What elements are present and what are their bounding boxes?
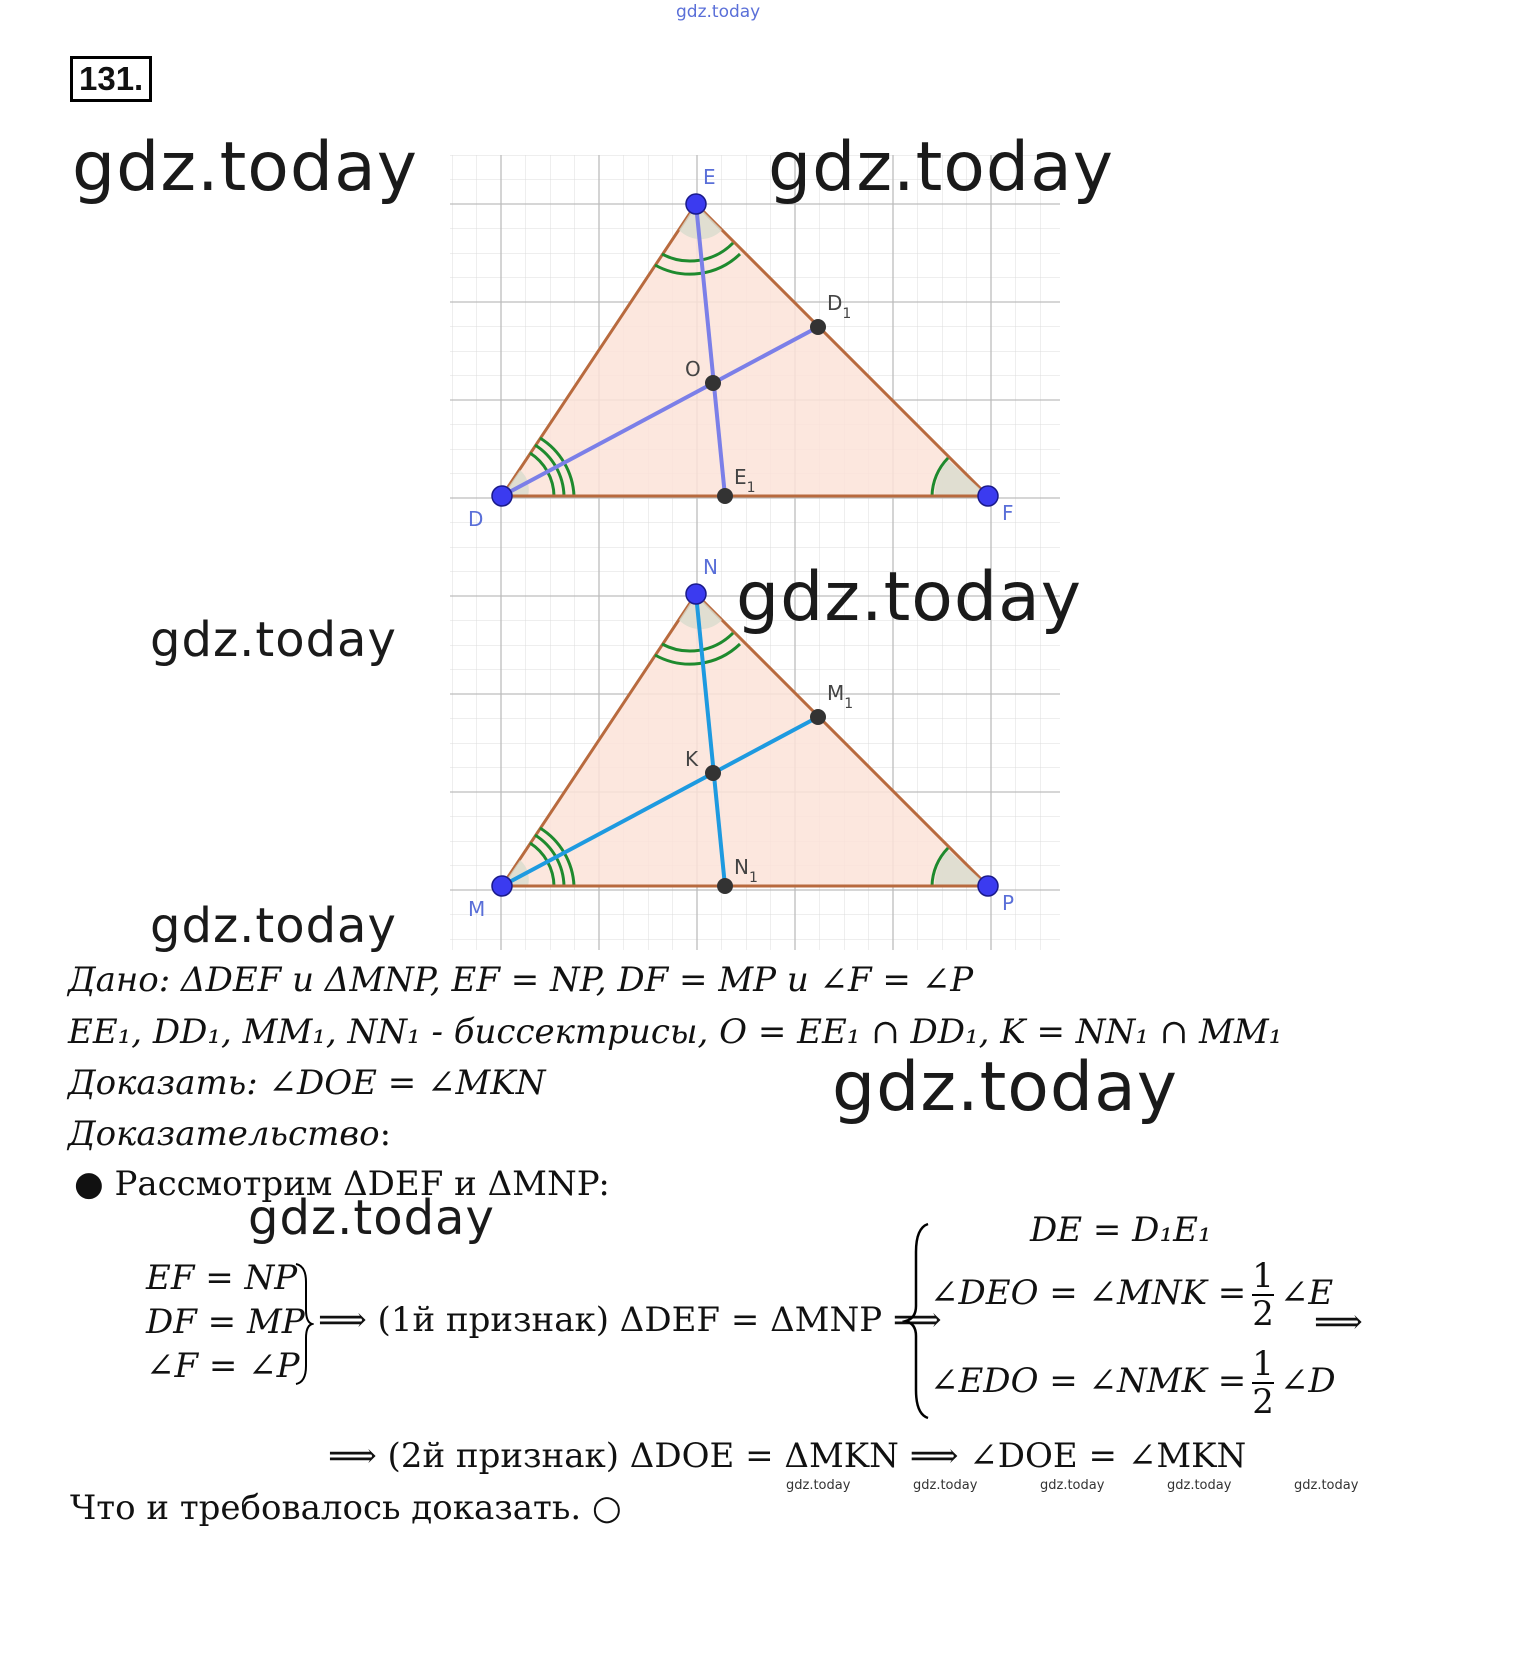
watermark: gdz.today — [768, 128, 1114, 207]
system-de-d1e1: DE = D₁E₁ — [1030, 1210, 1212, 1250]
left-brace — [902, 1222, 932, 1420]
system-angle-deo: ∠DEO = ∠MNK = $\frac{1}{2}$ ∠E — [930, 1256, 1334, 1334]
point-k — [705, 765, 721, 781]
label-k: K — [685, 747, 699, 771]
label-p: P — [1002, 891, 1015, 915]
condition-angles: ∠F = ∠P — [146, 1346, 300, 1386]
first-criterion-line: ⟹ (1й признак) ΔDEF = ΔMNP ⟹ — [318, 1300, 942, 1340]
small-watermark: gdz.today — [1167, 1478, 1232, 1493]
implies-arrow: ⟹ — [1314, 1302, 1363, 1342]
label-m1: $M_1$ — [827, 681, 854, 712]
condition-df-mp: DF = MP — [146, 1302, 305, 1342]
given-line — [68, 960, 973, 1000]
vertex-f — [978, 486, 998, 506]
watermark: gdz.today — [248, 1190, 495, 1246]
label-f: F — [1002, 501, 1014, 525]
small-watermark: gdz.today — [786, 1478, 851, 1493]
small-watermark: gdz.today — [1040, 1478, 1105, 1493]
vertex-p — [978, 876, 998, 896]
label-n: N — [703, 555, 718, 579]
half-fraction: $\frac{1}{2}$ — [1252, 1256, 1274, 1334]
label-d: D — [468, 507, 484, 531]
prove-line — [68, 1063, 546, 1103]
qed-line: Что и требовалось доказать. ○ — [70, 1488, 622, 1528]
consider-line: ● Рассмотрим ΔDEF и ΔMNP: — [74, 1164, 610, 1204]
watermark: gdz.today — [150, 898, 397, 954]
watermark: gdz.today — [150, 612, 397, 668]
label-o: O — [685, 357, 701, 381]
right-brace — [292, 1262, 314, 1386]
point-d1 — [810, 319, 826, 335]
header-watermark: gdz.today — [676, 2, 761, 22]
problem-number: 131. — [70, 56, 152, 102]
small-watermark: gdz.today — [1294, 1478, 1359, 1493]
vertex-n — [686, 584, 706, 604]
half-fraction: $\frac{1}{2}$ — [1252, 1344, 1274, 1422]
geometry-figure — [440, 150, 1070, 960]
label-m: M — [468, 897, 486, 921]
point-o — [705, 375, 721, 391]
point-n1 — [717, 878, 733, 894]
given-body: : ΔDEF и ΔMNP, EF = NP, DF = MP и ∠F = ∠P — [158, 960, 974, 1000]
vertex-e — [686, 194, 706, 214]
proof-label: Доказательство — [68, 1114, 380, 1154]
proof-heading: Доказательство: — [68, 1114, 392, 1154]
condition-ef-np: EF = NP — [146, 1258, 298, 1298]
label-e1: $E_1$ — [734, 465, 756, 496]
label-n1: $N_1$ — [734, 855, 758, 886]
prove-body: : ∠DOE = ∠MKN — [246, 1063, 546, 1103]
vertex-d — [492, 486, 512, 506]
point-m1 — [810, 709, 826, 725]
given-label: Дано — [68, 960, 159, 1000]
system-angle-edo: ∠EDO = ∠NMK = $\frac{1}{2}$ ∠D — [930, 1344, 1336, 1422]
prove-label: Доказать — [68, 1063, 247, 1103]
watermark: gdz.today — [72, 128, 418, 207]
small-watermark: gdz.today — [913, 1478, 978, 1493]
watermark: gdz.today — [736, 558, 1082, 637]
watermark: gdz.today — [832, 1048, 1178, 1127]
vertex-m — [492, 876, 512, 896]
bisectors-line: EE₁, DD₁, MM₁, NN₁ - биссектрисы, O = EE₁ ∩ DD₁, K = NN₁ ∩ MM₁ — [68, 1012, 1283, 1052]
label-d1: $D_1$ — [827, 291, 852, 322]
conclusion-line: ⟹ (2й признак) ΔDOE = ΔMKN ⟹ ∠DOE = ∠MKN — [328, 1436, 1247, 1476]
point-e1 — [717, 488, 733, 504]
label-e: E — [703, 165, 716, 189]
